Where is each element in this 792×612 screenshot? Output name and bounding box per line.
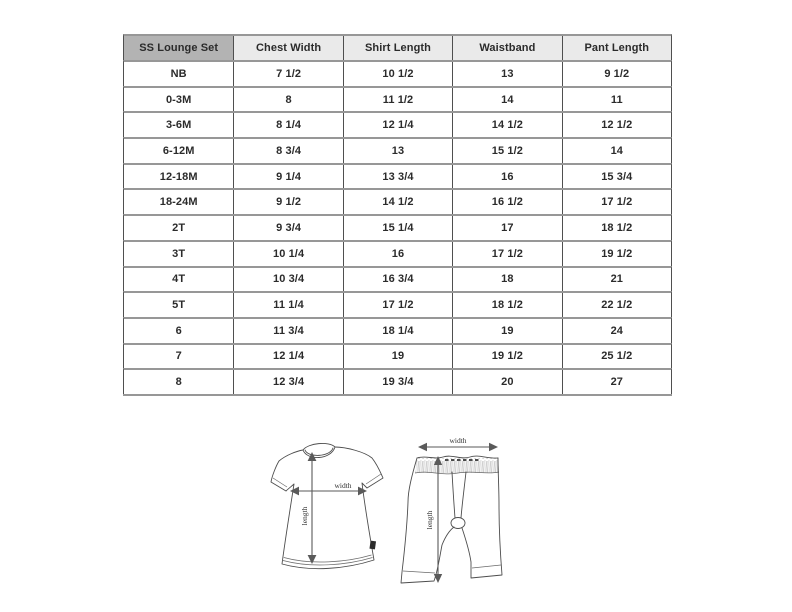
value-cell: 19 bbox=[452, 319, 561, 343]
value-cell: 18 1/2 bbox=[452, 293, 561, 317]
pants-crotch bbox=[451, 518, 465, 529]
value-cell: 17 1/2 bbox=[562, 190, 671, 214]
table-row bbox=[123, 368, 672, 394]
size-chart-table bbox=[123, 34, 672, 396]
table-row bbox=[123, 214, 672, 240]
value-cell: 10 1/2 bbox=[343, 62, 452, 86]
size-cell: 5T bbox=[172, 299, 186, 312]
value-cell: 13 bbox=[343, 139, 452, 163]
length-arrow-icon bbox=[425, 456, 442, 583]
shirt-sleeve-cuff-lines bbox=[273, 474, 381, 487]
value-cell: 16 1/2 bbox=[452, 190, 561, 214]
value-cell: 12 3/4 bbox=[233, 370, 342, 394]
pants-cuff-lines bbox=[403, 565, 501, 573]
table-header-row bbox=[123, 34, 672, 60]
value-cell: 14 bbox=[452, 88, 561, 112]
size-cell: 12-18M bbox=[159, 170, 198, 183]
value-cell: 11 3/4 bbox=[233, 319, 342, 343]
value-cell: 12 1/2 bbox=[562, 113, 671, 137]
width-arrow-icon bbox=[418, 436, 498, 451]
table-row bbox=[123, 266, 672, 292]
size-cell: 6-12M bbox=[162, 144, 195, 157]
value-cell: 11 1/4 bbox=[233, 293, 342, 317]
value-cell: 12 1/4 bbox=[343, 113, 452, 137]
shirt-tag bbox=[369, 541, 376, 550]
value-cell: 10 3/4 bbox=[233, 268, 342, 292]
size-cell: 8 bbox=[175, 376, 182, 389]
value-cell: 9 1/4 bbox=[233, 165, 342, 189]
value-cell: 17 1/2 bbox=[452, 242, 561, 266]
size-cell: NB bbox=[170, 67, 187, 80]
table-row bbox=[123, 317, 672, 343]
size-cell: 7 bbox=[175, 350, 182, 363]
table-row bbox=[123, 240, 672, 266]
value-cell: 8 3/4 bbox=[233, 139, 342, 163]
value-cell: 19 1/2 bbox=[562, 242, 671, 266]
size-cell: 2T bbox=[172, 221, 186, 234]
table-row bbox=[123, 60, 672, 86]
value-cell: 25 1/2 bbox=[562, 345, 671, 369]
width-label: width bbox=[449, 436, 467, 445]
pants-waistband bbox=[415, 456, 499, 474]
value-cell: 9 3/4 bbox=[233, 216, 342, 240]
value-cell: 22 1/2 bbox=[562, 293, 671, 317]
value-cell: 9 1/2 bbox=[233, 190, 342, 214]
table-row bbox=[123, 137, 672, 163]
value-cell: 14 bbox=[562, 139, 671, 163]
column-header-cell: Pant Length bbox=[562, 36, 671, 60]
length-label: length bbox=[300, 506, 309, 526]
table-row bbox=[123, 86, 672, 112]
value-cell: 13 bbox=[452, 62, 561, 86]
size-cell: 4T bbox=[172, 273, 186, 286]
size-cell: 6 bbox=[175, 324, 182, 337]
value-cell: 18 bbox=[452, 268, 561, 292]
pants-crotch-seams bbox=[452, 472, 466, 518]
table-row bbox=[123, 163, 672, 189]
width-label: width bbox=[334, 481, 352, 490]
value-cell: 19 bbox=[343, 345, 452, 369]
value-cell: 20 bbox=[452, 370, 561, 394]
width-arrow-icon bbox=[290, 481, 367, 495]
value-cell: 11 1/2 bbox=[343, 88, 452, 112]
value-cell: 8 bbox=[233, 88, 342, 112]
column-header-cell: Waistband bbox=[452, 36, 561, 60]
value-cell: 14 1/2 bbox=[343, 190, 452, 214]
pants-diagram bbox=[398, 430, 512, 592]
table-row bbox=[123, 343, 672, 369]
value-cell: 14 1/2 bbox=[452, 113, 561, 137]
value-cell: 17 1/2 bbox=[343, 293, 452, 317]
corner-header-cell: SS Lounge Set bbox=[124, 36, 233, 60]
value-cell: 24 bbox=[562, 319, 671, 343]
size-cell: 18-24M bbox=[159, 196, 198, 209]
value-cell: 8 1/4 bbox=[233, 113, 342, 137]
size-cell: 3-6M bbox=[165, 119, 192, 132]
value-cell: 16 bbox=[343, 242, 452, 266]
size-cell: 3T bbox=[172, 247, 186, 260]
value-cell: 19 1/2 bbox=[452, 345, 561, 369]
value-cell: 16 3/4 bbox=[343, 268, 452, 292]
value-cell: 21 bbox=[562, 268, 671, 292]
column-header-cell: Shirt Length bbox=[343, 36, 452, 60]
value-cell: 13 3/4 bbox=[343, 165, 452, 189]
value-cell: 27 bbox=[562, 370, 671, 394]
column-header-cell: Chest Width bbox=[233, 36, 342, 60]
value-cell: 15 1/4 bbox=[343, 216, 452, 240]
shirt-collar bbox=[303, 443, 335, 457]
size-cell: 0-3M bbox=[165, 93, 192, 106]
length-label: length bbox=[425, 510, 434, 530]
value-cell: 9 1/2 bbox=[562, 62, 671, 86]
value-cell: 17 bbox=[452, 216, 561, 240]
value-cell: 10 1/4 bbox=[233, 242, 342, 266]
value-cell: 19 3/4 bbox=[343, 370, 452, 394]
shirt-hem-lines bbox=[283, 555, 373, 565]
shirt-outline bbox=[271, 447, 383, 569]
value-cell: 15 1/2 bbox=[452, 139, 561, 163]
length-arrow-icon bbox=[300, 452, 316, 564]
value-cell: 18 1/2 bbox=[562, 216, 671, 240]
value-cell: 12 1/4 bbox=[233, 345, 342, 369]
value-cell: 11 bbox=[562, 88, 671, 112]
value-cell: 16 bbox=[452, 165, 561, 189]
table-row bbox=[123, 111, 672, 137]
table-row bbox=[123, 291, 672, 317]
value-cell: 15 3/4 bbox=[562, 165, 671, 189]
table-row bbox=[123, 188, 672, 214]
shirt-diagram bbox=[266, 438, 388, 576]
value-cell: 7 1/2 bbox=[233, 62, 342, 86]
value-cell: 18 1/4 bbox=[343, 319, 452, 343]
